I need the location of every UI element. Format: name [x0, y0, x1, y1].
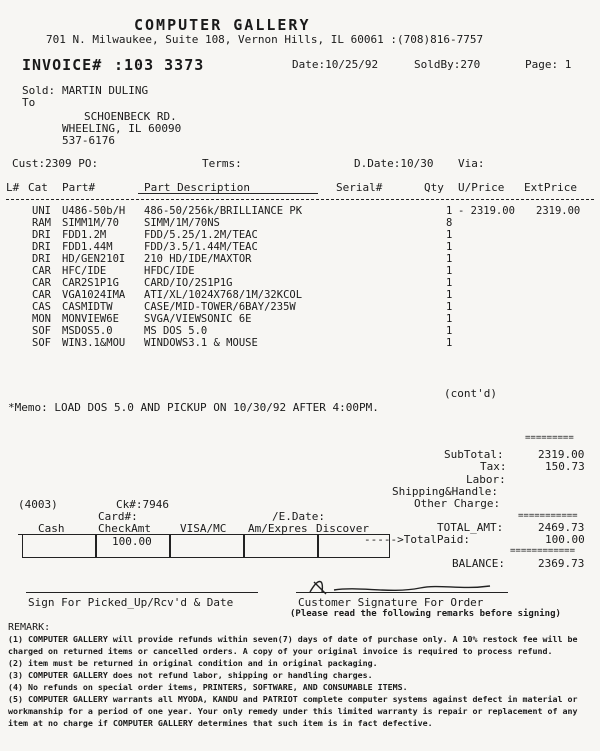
row-part: FDD1.2M [62, 229, 107, 241]
row-qty: 1 [446, 301, 453, 313]
row-qty: 1 [446, 277, 453, 289]
header-underline [138, 193, 318, 194]
row-uprice: - 2319.00 [458, 205, 515, 217]
row-cat: CAR [32, 289, 51, 301]
expiry-date-label: /E.Date: [272, 510, 325, 523]
balance-label: BALANCE: [452, 557, 505, 570]
pay-cash-label: Cash [38, 522, 65, 535]
row-desc: SVGA/VIEWSONIC 6E [144, 313, 252, 325]
row-qty: 1 [446, 241, 453, 253]
row-cat: SOF [32, 325, 51, 337]
row-desc: CASE/MID-TOWER/6BAY/235W [144, 301, 296, 313]
page-number: Page: 1 [525, 58, 572, 71]
row-desc: 486-50/256k/BRILLIANCE PK [144, 205, 303, 217]
col-uprice: U/Price [458, 181, 505, 194]
company-name: COMPUTER GALLERY [134, 16, 311, 34]
tax-value: 150.73 [545, 460, 585, 473]
card-number-label: Card#: [98, 510, 138, 523]
company-address: 701 N. Milwaukee, Suite 108, Vernon Hills, IL 60061 :(708)816-7757 [46, 33, 484, 46]
row-desc: FDD/5.25/1.2M/TEAC [144, 229, 258, 241]
row-cat: UNI [32, 205, 51, 217]
col-line: L# [6, 181, 20, 194]
remark-line: charged on returned items or cancelled orders. A copy of your original invoice is required to process refund. [8, 646, 553, 656]
pay-visa-label: VISA/MC [180, 522, 227, 535]
check-amount: 100.00 [112, 535, 152, 548]
row-part: HD/GEN210I [62, 253, 126, 265]
remark-line: (5) COMPUTER GALLERY warrants all MYODA, KANDU and PATRIOT complete computer systems against defect in material or [8, 694, 578, 704]
total-paid-value: 100.00 [545, 533, 585, 546]
row-qty: 1 [446, 205, 453, 217]
to-label: To [22, 96, 36, 109]
row-desc: WINDOWS3.1 & MOUSE [144, 337, 258, 349]
row-qty: 1 [446, 337, 453, 349]
cust-po: Cust:2309 PO: [12, 157, 99, 170]
row-desc: MS DOS 5.0 [144, 325, 208, 337]
row-cat: DRI [32, 253, 51, 265]
discover-box [318, 534, 390, 558]
row-cat: SOF [32, 337, 51, 349]
row-extprice: 2319.00 [536, 205, 581, 217]
col-extprice: ExtPrice [524, 181, 577, 194]
row-desc: SIMM/1M/70NS [144, 217, 220, 229]
row-qty: 1 [446, 289, 453, 301]
row-cat: CAS [32, 301, 51, 313]
total-amount-value: 2469.73 [538, 521, 585, 534]
row-desc: CARD/IO/2S1P1G [144, 277, 233, 289]
total-paid-label: ----->TotalPaid: [364, 533, 470, 546]
row-part: CASMIDTW [62, 301, 113, 313]
other-charge-label: Other Charge: [414, 497, 501, 510]
invoice-number: :103 3373 [114, 56, 205, 74]
sold-label: Sold: [22, 84, 56, 97]
remarks-title: REMARK: [8, 622, 51, 633]
pay-check-label: CheckAmt [98, 522, 151, 535]
customer-signature-line [296, 592, 508, 593]
col-cat: Cat [28, 181, 48, 194]
row-desc: FDD/3.5/1.44M/TEAC [144, 241, 258, 253]
row-cat: DRI [32, 229, 51, 241]
row-qty: 1 [446, 229, 453, 241]
remark-line: (3) COMPUTER GALLERY does not refund labor, shipping or handling charges. [8, 670, 373, 680]
row-desc: HFDC/IDE [144, 265, 195, 277]
pay-discover-label: Discover [316, 522, 369, 535]
row-cat: MON [32, 313, 51, 325]
pay-amex-label: Am/Expres [248, 522, 308, 535]
row-part: MONVIEW6E [62, 313, 119, 325]
row-part: WIN3.1&MOU [62, 337, 126, 349]
continued-note: (cont'd) [444, 387, 497, 400]
terms: Terms: [202, 157, 242, 170]
col-qty: Qty [424, 181, 444, 194]
remark-line: (2) item must be returned in original condition and in original packaging. [8, 658, 378, 668]
customer-city: WHEELING, IL 60090 [62, 122, 182, 135]
cash-box [22, 534, 96, 558]
invoice-label: INVOICE# [22, 56, 103, 74]
totals-rule-3: ============ [510, 546, 576, 556]
customer-street: SCHOENBECK RD. [84, 110, 177, 123]
ship-via: Via: [458, 157, 485, 170]
memo: *Memo: LOAD DOS 5.0 AND PICKUP ON 10/30/92 AFTER 4:00PM. [8, 401, 379, 414]
row-part: HFC/IDE [62, 265, 107, 277]
header-dash-rule [6, 199, 594, 200]
col-serial: Serial# [336, 181, 383, 194]
row-part: SIMM1M/70 [62, 217, 119, 229]
row-cat: DRI [32, 241, 51, 253]
row-qty: 1 [446, 253, 453, 265]
remark-line: workmanship for a period of one year. Your only remedy under this limited warranty is repair or replacement of any [8, 706, 578, 716]
amex-box [244, 534, 318, 558]
row-part: VGA1024IMA [62, 289, 126, 301]
sold-by: SoldBy:270 [414, 58, 481, 71]
table-row [6, 337, 594, 350]
due-date: D.Date:10/30 [354, 157, 434, 170]
customer-phone: 537-6176 [62, 134, 115, 147]
customer-signature-label: Customer Signature For Order [298, 596, 484, 609]
row-desc: 210 HD/IDE/MAXTOR [144, 253, 252, 265]
col-desc: Part Description [144, 181, 250, 194]
pickup-signature-line [26, 592, 258, 593]
shipping-label: Shipping&Handle: [392, 485, 498, 498]
labor-label: Labor: [466, 473, 506, 486]
pickup-signature-label: Sign For Picked_Up/Rcv'd & Date [28, 596, 234, 609]
remark-line: (1) COMPUTER GALLERY will provide refunds within seven(7) days of date of purchase only. A 10% restock fee will be [8, 634, 578, 644]
row-cat: RAM [32, 217, 51, 229]
visa-box [170, 534, 244, 558]
row-qty: 1 [446, 313, 453, 325]
subtotal-value: 2319.00 [538, 448, 585, 461]
row-part: FDD1.44M [62, 241, 113, 253]
row-qty: 8 [446, 217, 453, 229]
row-part: U486-50b/H [62, 205, 126, 217]
customer-name: MARTIN DULING [62, 84, 149, 97]
remark-line: (4) No refunds on special order items, PRINTERS, SOFTWARE, AND CONSUMABLE ITEMS. [8, 682, 408, 692]
row-cat: CAR [32, 265, 51, 277]
payment-ref: (4003) [18, 498, 58, 511]
invoice-date: Date:10/25/92 [292, 58, 379, 71]
row-qty: 1 [446, 325, 453, 337]
row-desc: ATI/XL/1024X768/1M/32KCOL [144, 289, 303, 301]
balance-value: 2369.73 [538, 557, 585, 570]
total-amount-label: TOTAL_AMT: [437, 521, 504, 534]
col-part: Part# [62, 181, 96, 194]
totals-rule: ========= [525, 433, 574, 443]
subtotal-label: SubTotal: [444, 448, 504, 461]
tax-label: Tax: [480, 460, 507, 473]
check-number: Ck#:7946 [116, 498, 169, 511]
remark-line: item at no charge if COMPUTER GALLERY determines that such item is in fact defective. [8, 718, 433, 728]
signature-note: (Please read the following remarks before signing) [290, 609, 561, 619]
row-cat: CAR [32, 277, 51, 289]
row-part: CAR2S1P1G [62, 277, 119, 289]
row-qty: 1 [446, 265, 453, 277]
row-part: MSDOS5.0 [62, 325, 113, 337]
totals-rule-2: =========== [518, 511, 578, 521]
